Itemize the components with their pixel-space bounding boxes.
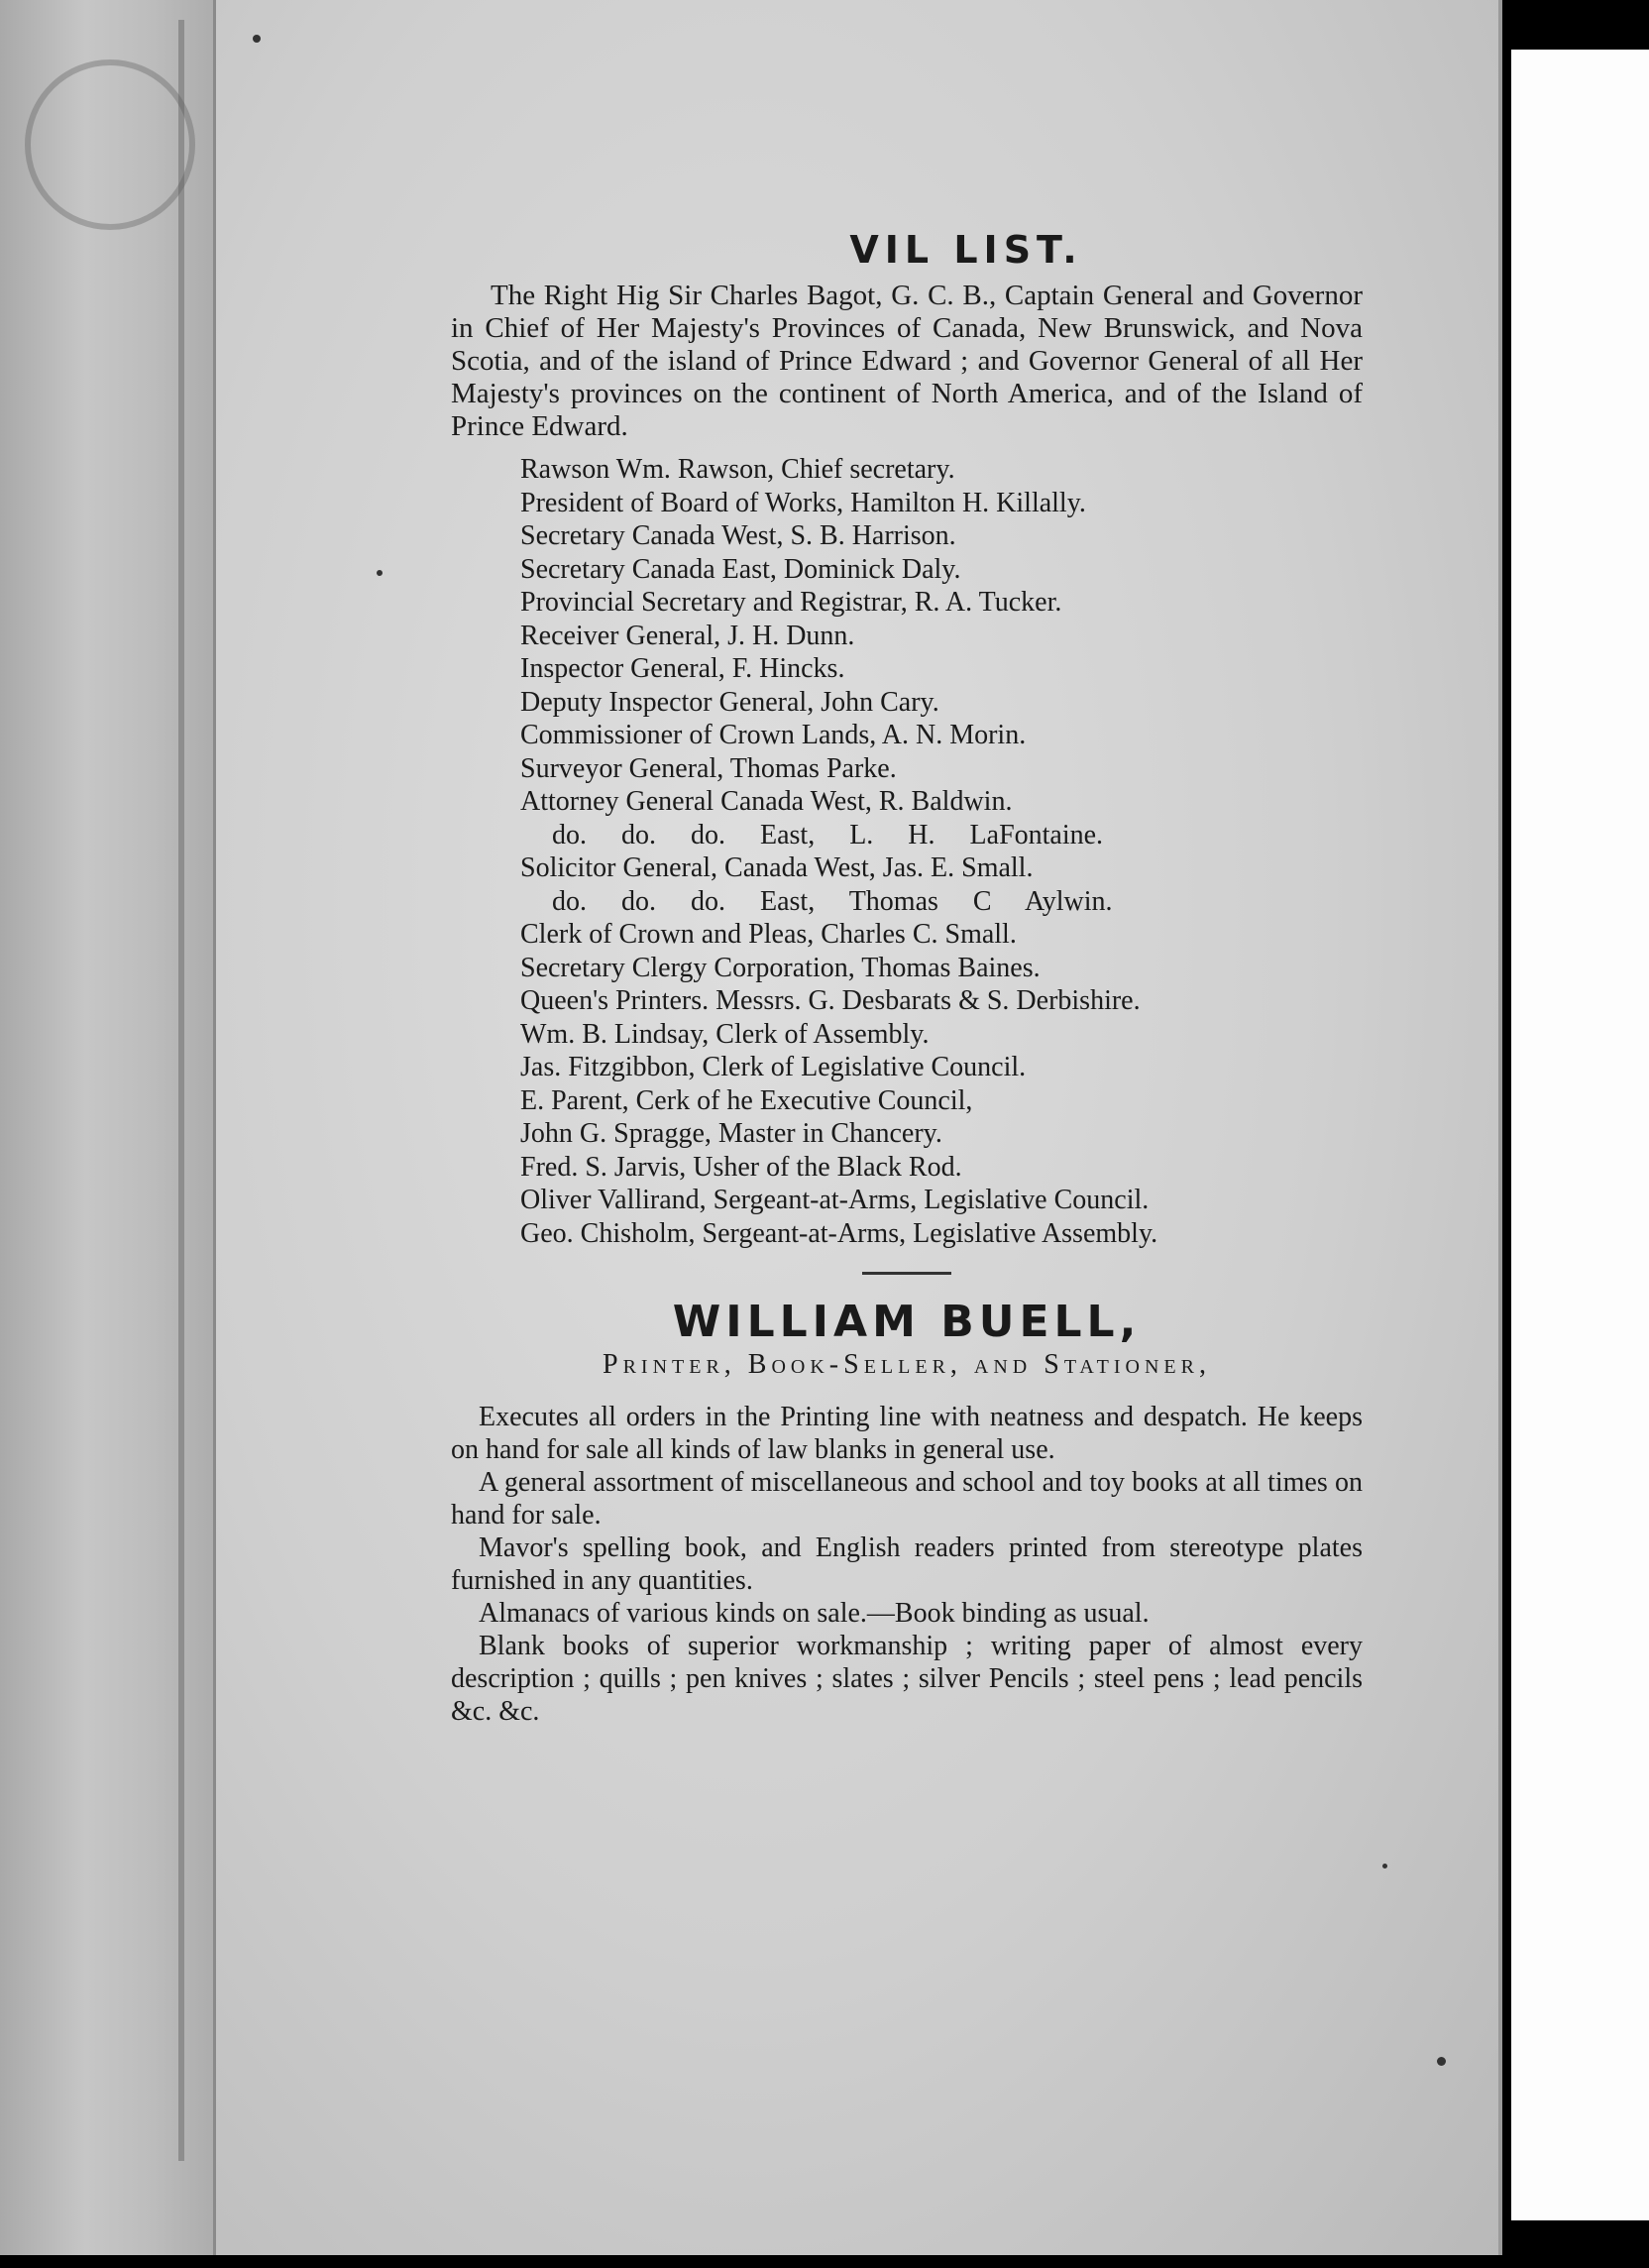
scanner-background-strip — [1511, 50, 1649, 2220]
official-entry: Wm. B. Lindsay, Clerk of Assembly. — [520, 1018, 930, 1050]
page-binding-edge — [0, 0, 216, 2255]
official-entry: Geo. Chisholm, Sergeant-at-Arms, Legislative Assembly. — [520, 1217, 1158, 1249]
ink-speck — [1382, 1864, 1387, 1869]
official-entry: Clerk of Crown and Pleas, Charles C. Small. — [520, 919, 1017, 950]
official-entry: Secretary Clergy Corporation, Thomas Baines. — [520, 952, 1041, 983]
official-entry: Provincial Secretary and Registrar, R. A. Tucker. — [520, 587, 1062, 618]
official-entry: Surveyor General, Thomas Parke. — [520, 752, 897, 784]
advertisement-paragraph: Blank books of superior workmanship ; writing paper of almost every description ; quills ; pen knives ; slates ; silver Pencils ; steel pens ; lead pencils &c. &c. — [451, 1631, 1363, 1727]
advertisement-paragraph: Mavor's spelling book, and English readers printed from stereotype plates furnished in any quantities. — [451, 1532, 1363, 1596]
official-entry: Rawson Wm. Rawson, Chief secretary. — [520, 454, 955, 485]
ink-speck — [1437, 2057, 1446, 2066]
official-entry: Inspector General, F. Hincks. — [520, 653, 845, 684]
binding-spine-line — [178, 20, 184, 2161]
advertisement-paragraph: Executes all orders in the Printing line with neatness and despatch. He keeps on hand for sale all kinds of law blanks in general use. — [451, 1402, 1363, 1465]
official-entry: John G. Spragge, Master in Chancery. — [520, 1118, 942, 1149]
civil-list-intro: The Right Hig Sir Charles Bagot, G. C. B., Captain General and Governor in Chief of Her Majesty's Provinces of Canada, New Brunswick, and Nova Scotia, and of the island of Prince Edward ; and Governor General of all Her Majesty's provinces on the continent of North America, and of the Island of Prince Edward. — [451, 280, 1363, 442]
official-entry: Fred. S. Jarvis, Usher of the Black Rod. — [520, 1151, 962, 1183]
advertisement-paragraph: A general assortment of miscellaneous and school and toy books at all times on hand for sale. — [451, 1467, 1363, 1531]
official-entry: Deputy Inspector General, John Cary. — [520, 686, 939, 718]
advertisement-heading: WILLIAM BUELL, — [672, 1297, 1142, 1347]
ink-speck — [377, 570, 383, 576]
advertisement-paragraph: Almanacs of various kinds on sale.—Book binding as usual. — [479, 1598, 1150, 1629]
ring-stain — [25, 59, 195, 230]
advertisement — [451, 1297, 1363, 1728]
official-entry: Secretary Canada East, Dominick Daly. — [520, 553, 961, 585]
page-content — [451, 228, 1363, 1728]
official-entry: Oliver Vallirand, Sergeant-at-Arms, Legislative Council. — [520, 1185, 1150, 1215]
official-entry: Commissioner of Crown Lands, A. N. Morin. — [520, 720, 1027, 750]
section-divider — [862, 1272, 951, 1275]
official-entry: Queen's Printers. Messrs. G. Desbarats & S. Derbishire. — [520, 985, 1141, 1016]
official-entry: President of Board of Works, Hamilton H. Killally. — [520, 487, 1086, 518]
official-entry: Attorney General Canada West, R. Baldwin. — [520, 786, 1013, 817]
advertisement-subheading: Printer, Book-Seller, and Stationer, — [603, 1349, 1211, 1380]
official-entry: do. do. do. East, L. H. LaFontaine. — [552, 819, 1104, 850]
official-entry: Solicitor General, Canada West, Jas. E. Small. — [520, 852, 1034, 883]
official-entry: do. do. do. East, Thomas C Aylwin. — [552, 885, 1113, 917]
official-entry: Jas. Fitzgibbon, Clerk of Legislative Council. — [520, 1052, 1027, 1082]
civil-list-heading: VIL LIST. — [849, 228, 1083, 272]
official-entry: Secretary Canada West, S. B. Harrison. — [520, 520, 956, 551]
officials-list — [451, 453, 1363, 1250]
official-entry: Receiver General, J. H. Dunn. — [520, 620, 855, 651]
official-entry: E. Parent, Cerk of he Executive Council, — [520, 1084, 973, 1116]
ink-speck — [253, 35, 261, 43]
